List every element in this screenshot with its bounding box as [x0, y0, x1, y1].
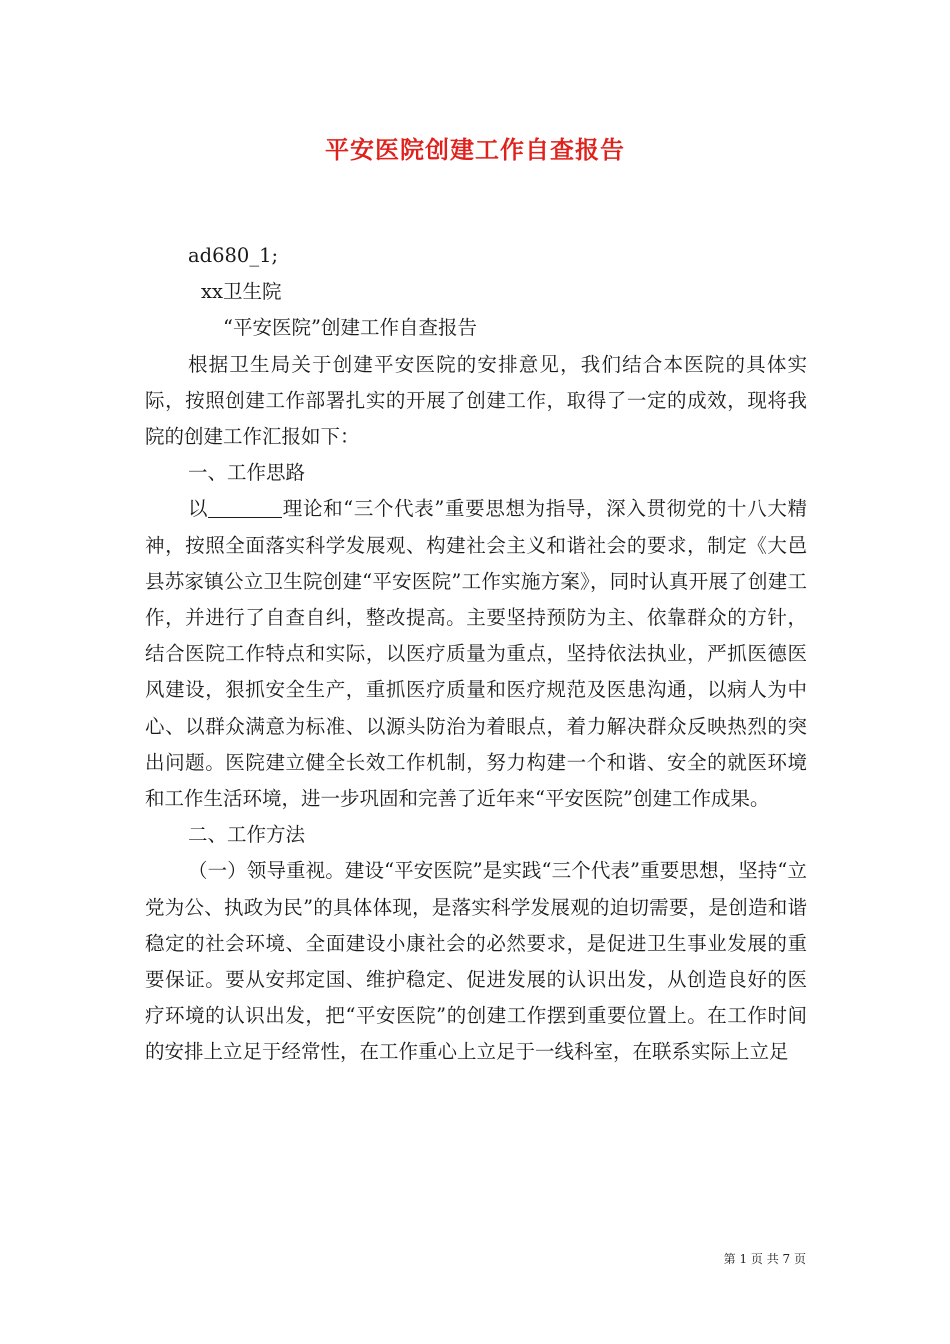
- section2-heading: 二、工作方法: [188, 823, 306, 847]
- section1-lead: 以: [188, 497, 209, 521]
- intro-paragraph: 根据卫生局关于创建平安医院的安排意见，我们结合本医院的具体实际，按照创建工作部署扎实的开展了创建工作，取得了一定的成效，现将我院的创建工作汇报如下：: [145, 352, 807, 449]
- section1-body: 理论和“三个代表”重要思想为指导，深入贯彻党的十八大精神，按照全面落实科学发展观、构建社会主义和谐社会的要求，制定《大邑县苏家镇公立卫生院创建“平安医院”工作实施方案》，同时认真开展了创建工作，并进行了自查自纠，整改提高。主要坚持预防为主、依靠群众的方针，结合医院工作特点和实际，以医疗质量为重点，坚持依法执业，严抓医德医风建设，狠抓安全生产，重抓医疗质量和医疗规范及医患沟通，以病人为中心、以群众满意为标准、以源头防治为着眼点，着力解决群众反映热烈的突出问题。医院建立健全长效工作机制，努力构建一个和谐、安全的就医环境和工作生活环境，进一步巩固和完善了近年来“平安医院”创建工作成果。: [145, 497, 807, 811]
- section1-paragraph: [145, 491, 807, 817]
- section2-paragraph: （一）领导重视。建设“平安医院”是实践“三个代表”重要思想，坚持“立党为公、执政为民”的具体体现，是落实科学发展观的迫切需要，是创造和谐稳定的社会环境、全面建设小康社会的必然要求，是促进卫生事业发展的重要保证。要从安邦定国、维护稳定、促进发展的认识出发，从创造良好的医疗环境的认识出发，把“平安医院”的创建工作摆到重要位置上。在工作时间的安排上立足于经常性，在工作重心上立足于一线科室，在联系实际上立足: [145, 859, 807, 1064]
- document-title: 平安医院创建工作自查报告: [325, 135, 625, 164]
- section1-heading: 一、工作思路: [188, 461, 306, 485]
- page-number: 第 1 页 共 7 页: [723, 1252, 806, 1266]
- reference-code: ad680_1;: [188, 244, 279, 267]
- document-body: [145, 238, 807, 1071]
- organization-name: xx卫生院: [201, 280, 282, 304]
- report-subtitle: “平安医院”创建工作自查报告: [223, 316, 477, 340]
- blank-underline: [208, 497, 282, 518]
